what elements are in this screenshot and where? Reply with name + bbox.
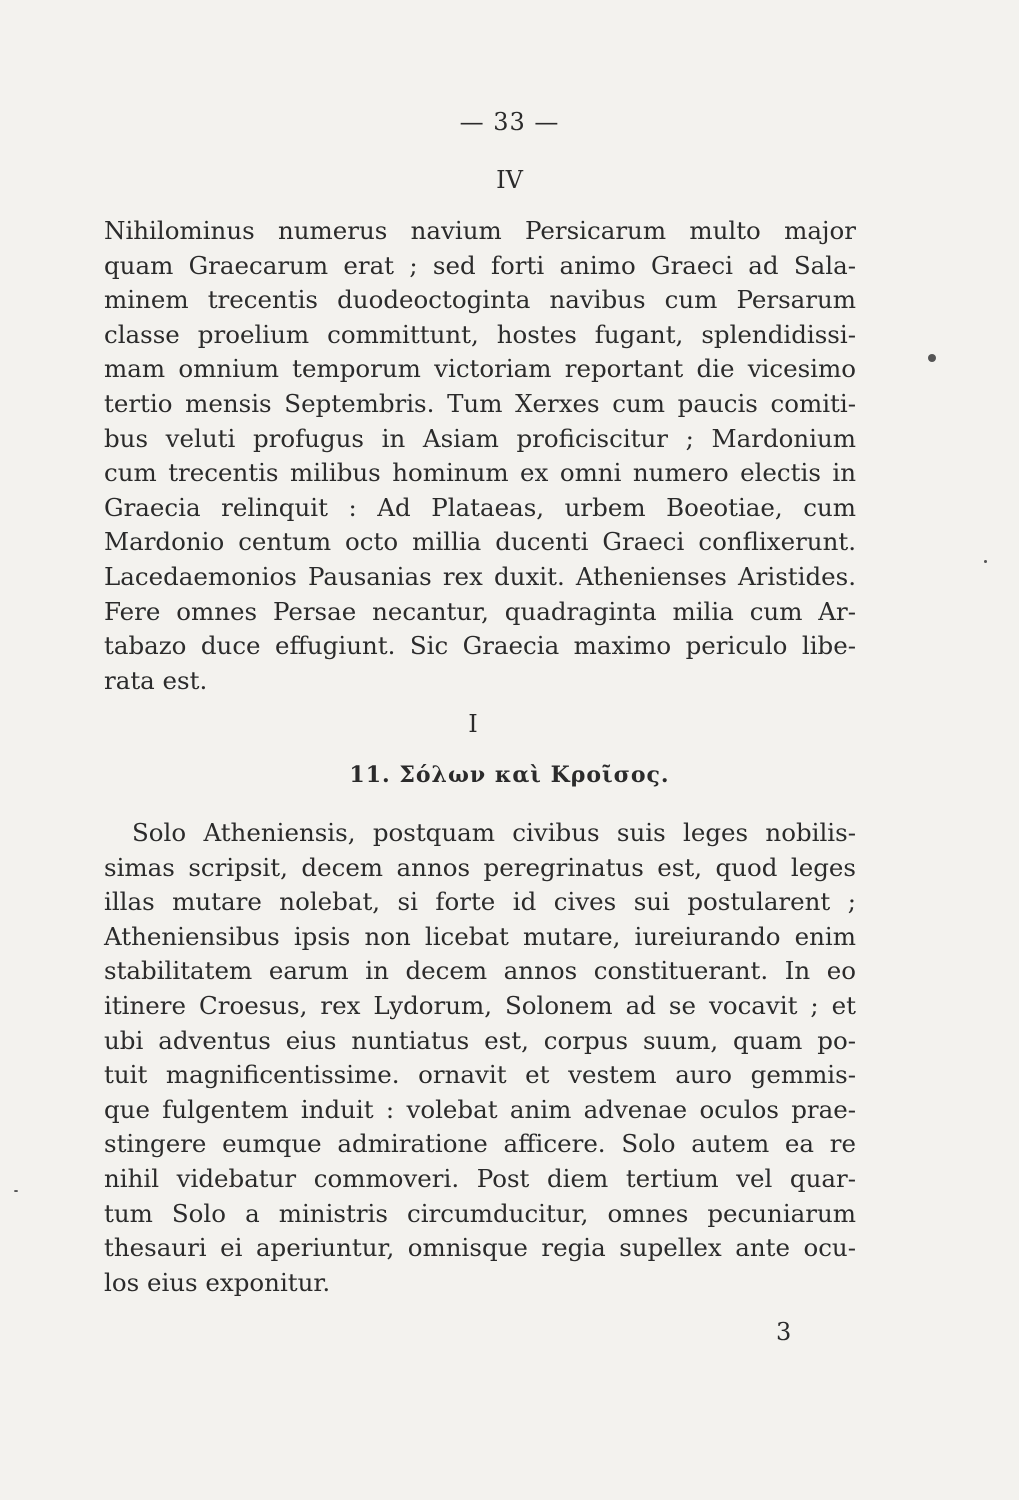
text-line: quam Graecarum erat ; sed forti animo Graeci ad Sala- <box>104 250 856 280</box>
text-line: Nihilominus numerus navium Persicarum multo major <box>104 216 856 245</box>
page-header: — 33 — <box>459 108 560 136</box>
text-line: illas mutare nolebat, si forte id cives sui postularent ; <box>104 887 856 917</box>
text-line: itinere Croesus, rex Lydorum, Solonem ad se vocavit ; et <box>104 990 856 1020</box>
text-line: Atheniensibus ipsis non licebat mutare, iureiurando enim <box>104 921 856 951</box>
signature-mark: 3 <box>776 1318 792 1346</box>
text-line: que fulgentem induit : volebat anim advenae oculos prae- <box>104 1094 856 1124</box>
text-line: bus veluti profugus in Asiam proficiscitur ; Mardonium <box>104 423 856 453</box>
text-line: thesauri ei aperiuntur, omnisque regia supellex ante ocu- <box>104 1233 856 1263</box>
ink-speck <box>984 560 987 563</box>
text-line: simas scripsit, decem annos peregrinatus est, quod leges <box>104 852 856 882</box>
text-line: Mardonio centum octo millia ducenti Graeci conflixerunt. <box>104 527 856 557</box>
text-line: tum Solo a ministris circumducitur, omnes pecuniarum <box>104 1198 856 1228</box>
text-line: Lacedaemonios Pausanias rex duxit. Athenienses Aristides. <box>104 561 856 591</box>
text-line: Solo Atheniensis, postquam civibus suis leges nobilis- <box>132 818 856 847</box>
text-line: minem trecentis duodeoctoginta navibus cum Persarum <box>104 285 856 315</box>
text-line: tertio mensis Septembris. Tum Xerxes cum paucis comiti- <box>104 388 856 418</box>
text-line: classe proelium committunt, hostes fugant, splendidissi- <box>104 319 856 349</box>
ink-speck <box>14 1190 18 1192</box>
section-number: IV <box>496 166 523 194</box>
text-line: stabilitatem earum in decem annos constituerant. In eo <box>104 956 856 986</box>
text-line: nihil videbatur commoveri. Post diem tertium vel quar- <box>104 1163 856 1193</box>
text-line: mam omnium temporum victoriam reportant die vicesimo <box>104 354 856 384</box>
text-line: tuit magnificentissime. ornavit et vestem auro gemmis- <box>104 1060 856 1090</box>
text-line: cum trecentis milibus hominum ex omni numero electis in <box>104 458 856 488</box>
chapter-heading: 11. Σόλων καὶ Κροῖσος. <box>349 762 670 788</box>
paragraph-2 <box>104 816 856 1300</box>
text-line: tabazo duce effugiunt. Sic Graecia maximo periculo libe- <box>104 631 856 661</box>
text-line: rata est. <box>104 665 208 695</box>
roman-marker: I <box>468 710 478 738</box>
text-line: los eius exponitur. <box>104 1267 331 1297</box>
text-line: stingere eumque admiratione afficere. Solo autem ea re <box>104 1129 856 1159</box>
paragraph-1 <box>104 214 856 698</box>
text-line: Graecia relinquit : Ad Plataeas, urbem Boeotiae, cum <box>104 492 856 522</box>
ink-speck <box>928 354 936 362</box>
text-line: Fere omnes Persae necantur, quadraginta milia cum Ar- <box>104 596 856 626</box>
text-line: ubi adventus eius nuntiatus est, corpus suum, quam po- <box>104 1025 856 1055</box>
